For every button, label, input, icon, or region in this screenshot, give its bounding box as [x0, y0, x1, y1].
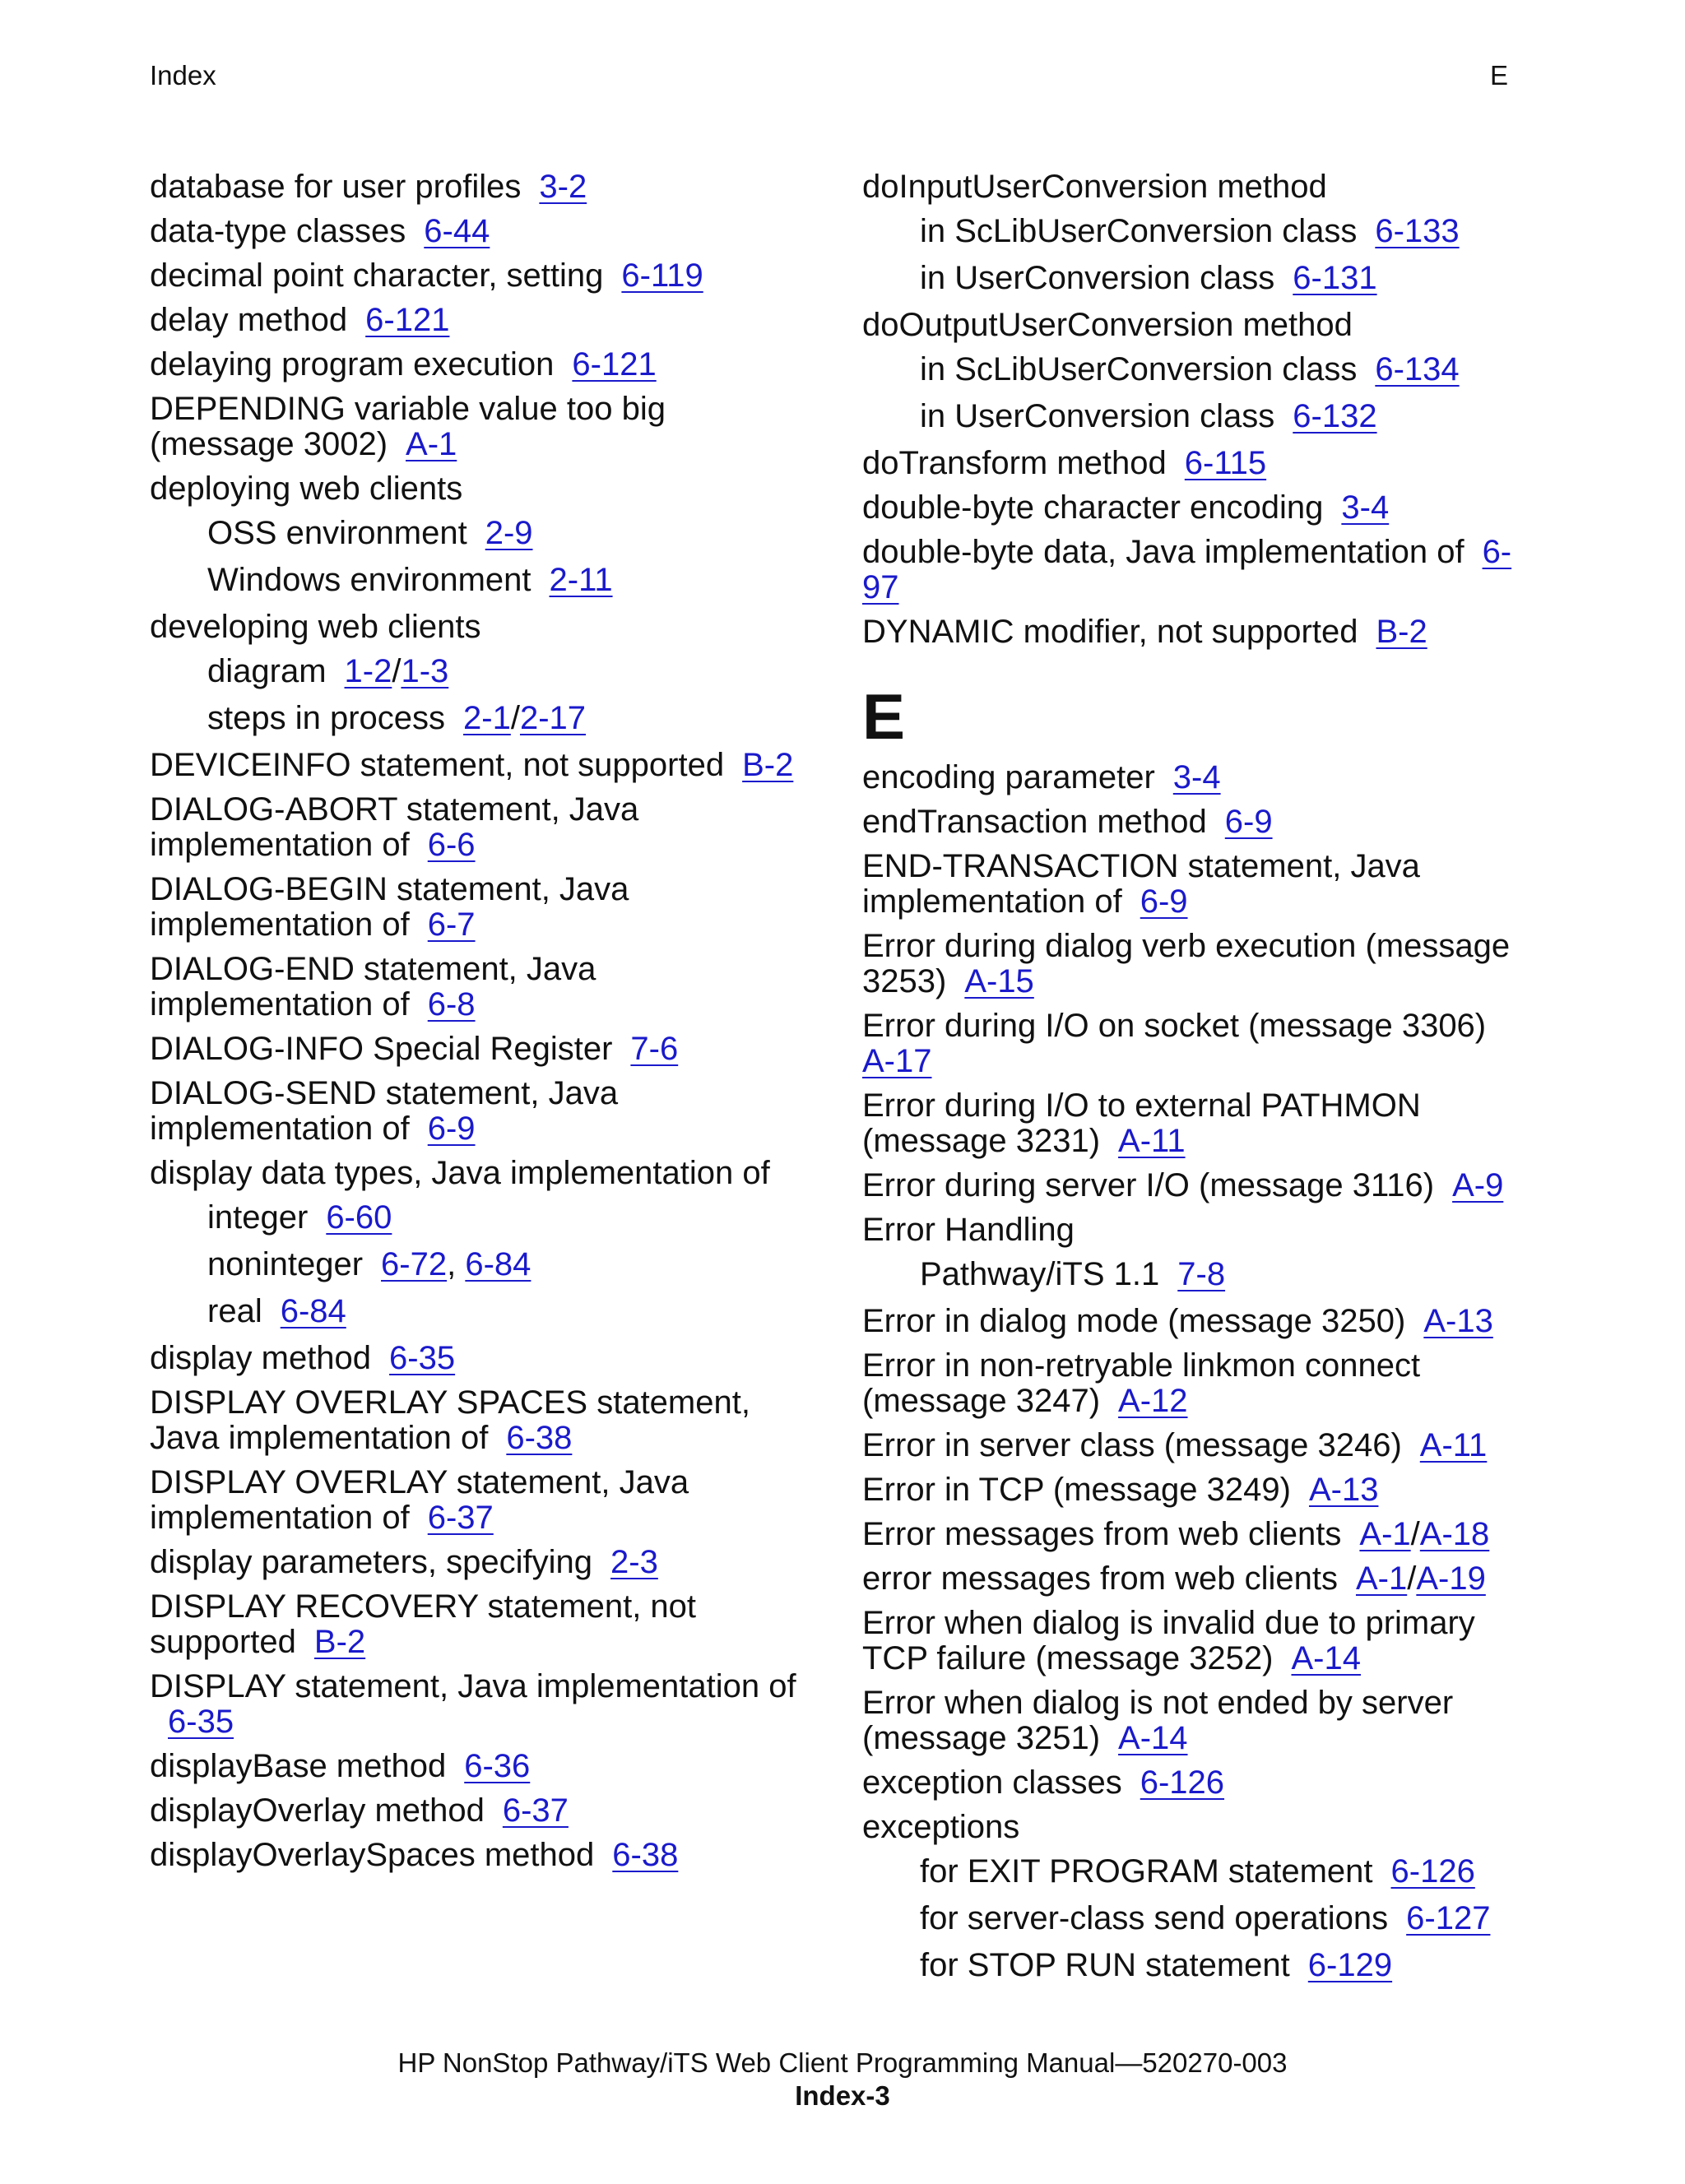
index-entry — [150, 303, 808, 338]
index-entry — [150, 347, 808, 383]
index-subentry — [150, 1247, 808, 1282]
page-reference-link[interactable]: A-17 — [862, 1043, 932, 1079]
index-term: noninteger — [207, 1246, 364, 1282]
page-reference-link[interactable]: 6-131 — [1293, 260, 1377, 296]
page-reference-link[interactable]: 7-6 — [630, 1031, 679, 1067]
index-entry — [150, 1385, 808, 1456]
page-reference-link[interactable]: 6-121 — [572, 346, 657, 383]
index-subentry — [862, 352, 1520, 387]
page-reference-link[interactable]: A-1 — [1355, 1560, 1408, 1597]
index-term: DIALOG-INFO Special Register — [150, 1031, 613, 1067]
index-term: display parameters, specifying — [150, 1544, 593, 1580]
page-reference-link[interactable]: A-13 — [1308, 1472, 1379, 1508]
page-reference-link[interactable]: 6-36 — [464, 1748, 531, 1784]
page-reference-link[interactable]: 6-7 — [427, 907, 476, 943]
page-reference-link[interactable]: A-14 — [1291, 1640, 1361, 1676]
page-reference-link[interactable]: 1-3 — [401, 653, 449, 689]
index-term: DISPLAY statement, Java implementation of — [150, 1668, 796, 1704]
index-term: DIALOG-ABORT statement, Java implementation of — [150, 791, 639, 863]
index-term: deploying web clients — [150, 471, 463, 507]
index-term: Error in dialog mode (message 3250) — [862, 1303, 1406, 1339]
index-term: Error in non-retryable linkmon connect (message 3247) — [862, 1347, 1421, 1419]
index-term: for EXIT PROGRAM statement — [920, 1853, 1373, 1890]
page-reference-link[interactable]: B-2 — [313, 1624, 366, 1660]
index-subentry — [150, 654, 808, 689]
index-term: Windows environment — [207, 562, 531, 598]
index-entry — [150, 952, 808, 1022]
page-reference-link[interactable]: A-1 — [1359, 1516, 1411, 1552]
page-reference-link[interactable]: 2-11 — [549, 562, 613, 598]
page-reference-link[interactable]: 2-17 — [519, 700, 587, 736]
page-reference-link[interactable]: 6-60 — [326, 1199, 392, 1236]
index-entry — [150, 1156, 808, 1191]
index-entry — [862, 805, 1520, 840]
page-reference-link[interactable]: 2-1 — [463, 700, 511, 736]
index-term: exception classes — [862, 1764, 1122, 1801]
index-entry — [150, 1793, 808, 1829]
index-entry — [862, 446, 1520, 481]
page-reference-link[interactable]: B-2 — [742, 747, 794, 783]
page-reference-link[interactable]: 6-126 — [1140, 1764, 1225, 1801]
page-header — [150, 59, 1508, 92]
index-term: decimal point character, setting — [150, 257, 604, 294]
index-entry — [862, 849, 1520, 920]
index-entry — [150, 1341, 808, 1376]
index-term: in ScLibUserConversion class — [920, 351, 1358, 387]
index-term: delay method — [150, 302, 348, 338]
page-reference-link[interactable]: 6-115 — [1184, 445, 1267, 481]
index-term: in ScLibUserConversion class — [920, 213, 1358, 249]
page-reference-link[interactable]: A-18 — [1419, 1516, 1490, 1552]
page-reference-link[interactable]: 1-2 — [344, 653, 392, 689]
index-entry — [150, 471, 808, 507]
index-entry — [150, 392, 808, 462]
index-list-e — [862, 760, 1520, 1983]
index-entry — [862, 1686, 1520, 1756]
index-entry — [150, 214, 808, 249]
index-subentry — [862, 1948, 1520, 1983]
index-term: Error during I/O to external PATHMON (message 3231) — [862, 1087, 1421, 1159]
page-reference-link[interactable]: A-15 — [964, 963, 1034, 999]
index-entry — [862, 760, 1520, 795]
index-subentry — [150, 516, 808, 551]
index-term: Error in TCP (message 3249) — [862, 1472, 1291, 1508]
page-reference-link[interactable]: A-14 — [1118, 1720, 1188, 1756]
index-entry — [150, 1749, 808, 1784]
index-term: double-byte character encoding — [862, 489, 1324, 526]
index-entry — [150, 1032, 808, 1067]
index-term: displayOverlay method — [150, 1792, 485, 1829]
index-entry — [862, 1348, 1520, 1419]
page-reference-link[interactable]: 2-9 — [485, 515, 533, 551]
index-entry — [862, 1168, 1520, 1203]
index-term: DEVICEINFO statement, not supported — [150, 747, 725, 783]
running-head-left: Index — [150, 60, 216, 90]
index-entry — [862, 1606, 1520, 1676]
index-entry — [862, 1765, 1520, 1801]
running-head-right: E — [1489, 60, 1508, 90]
index-entry — [150, 748, 808, 783]
index-term: encoding parameter — [862, 759, 1155, 795]
page-reference-link[interactable]: A-11 — [1419, 1427, 1488, 1463]
section-letter-heading: E — [862, 680, 906, 753]
index-term: Error during server I/O (message 3116) — [862, 1167, 1435, 1203]
index-term: for STOP RUN statement — [920, 1947, 1290, 1983]
ref-separator: / — [1407, 1560, 1417, 1597]
page-reference-link[interactable]: 6-133 — [1375, 213, 1460, 249]
index-entry — [150, 792, 808, 863]
page-reference-link[interactable]: 6-37 — [502, 1792, 569, 1829]
index-entry — [150, 1669, 808, 1740]
index-subentry — [862, 261, 1520, 296]
page-footer — [0, 2047, 1685, 2112]
page-reference-link[interactable]: 3-4 — [1341, 489, 1390, 526]
index-column-right — [862, 169, 1520, 1995]
index-subentry — [862, 1901, 1520, 1936]
page-reference-link[interactable]: B-2 — [1376, 614, 1427, 650]
index-term: Error during I/O on socket (message 3306) — [862, 1008, 1487, 1044]
page-reference-link[interactable]: A-13 — [1423, 1303, 1493, 1339]
page-reference-link[interactable]: 6-132 — [1293, 398, 1377, 434]
index-term: display data types, Java implementation of — [150, 1155, 770, 1191]
page-reference-link[interactable]: 6-35 — [389, 1340, 456, 1376]
page-reference-link[interactable]: 6-9 — [1140, 883, 1188, 920]
page-reference-link[interactable]: A-12 — [1118, 1383, 1188, 1419]
page-reference-link[interactable]: 2-3 — [610, 1544, 658, 1580]
index-term: Error when dialog is not ended by server (message 3251) — [862, 1685, 1454, 1756]
index-entry — [862, 308, 1520, 343]
page-reference-link[interactable]: 3-2 — [539, 169, 587, 205]
index-entry — [862, 1088, 1520, 1159]
index-term: doInputUserConversion method — [862, 169, 1327, 205]
page-reference-link[interactable]: 6-127 — [1406, 1900, 1491, 1936]
page-reference-link[interactable]: A-9 — [1452, 1167, 1504, 1203]
index-entry — [862, 169, 1520, 205]
index-term: displayBase method — [150, 1748, 447, 1784]
index-term: display method — [150, 1340, 372, 1376]
page-reference-link[interactable]: 6-119 — [621, 257, 703, 294]
page-reference-link[interactable]: 6-38 — [506, 1420, 573, 1456]
index-term: OSS environment — [207, 515, 467, 551]
index-entry — [150, 169, 808, 205]
page-reference-link[interactable]: 6-126 — [1390, 1853, 1475, 1890]
index-entry — [862, 535, 1520, 605]
index-term: in UserConversion class — [920, 260, 1275, 296]
page-reference-link[interactable]: 6-44 — [424, 213, 490, 249]
index-entry — [862, 1472, 1520, 1508]
page-reference-link[interactable]: A-1 — [406, 426, 457, 462]
manual-title: HP NonStop Pathway/iTS Web Client Programming Manual—520270-003 — [397, 2047, 1288, 2078]
index-column-left — [150, 169, 808, 1882]
index-term: DISPLAY RECOVERY statement, not supported — [150, 1588, 697, 1660]
index-term: data-type classes — [150, 213, 406, 249]
index-term: error messages from web clients — [862, 1560, 1338, 1597]
page-reference-link[interactable]: A-11 — [1118, 1123, 1186, 1159]
page-reference-link[interactable]: 6-97 — [862, 534, 1512, 605]
index-entry — [862, 1304, 1520, 1339]
index-subentry — [150, 1294, 808, 1329]
page-reference-link[interactable]: A-19 — [1416, 1560, 1486, 1597]
index-entry — [862, 1561, 1520, 1597]
ref-separator: / — [510, 700, 520, 736]
index-entry — [150, 258, 808, 294]
page-reference-link[interactable]: 6-9 — [427, 1111, 476, 1147]
index-term: Error in server class (message 3246) — [862, 1427, 1402, 1463]
page-reference-link[interactable]: 6-121 — [365, 302, 450, 338]
index-entry — [862, 490, 1520, 526]
index-term: DYNAMIC modifier, not supported — [862, 614, 1358, 650]
index-subentry — [862, 214, 1520, 249]
index-term: developing web clients — [150, 609, 481, 645]
index-term: Error Handling — [862, 1212, 1075, 1248]
index-subentry — [150, 563, 808, 598]
index-term: Pathway/iTS 1.1 — [920, 1256, 1160, 1292]
index-list-d-continued — [862, 169, 1520, 650]
index-entry — [862, 1810, 1520, 1845]
index-term: DISPLAY OVERLAY statement, Java implementation of — [150, 1464, 689, 1536]
page-reference-link[interactable]: 6-134 — [1375, 351, 1460, 387]
index-term: for server-class send operations — [920, 1900, 1389, 1936]
index-term: double-byte data, Java implementation of — [862, 534, 1465, 570]
index-term: integer — [207, 1199, 309, 1236]
index-term: DIALOG-SEND statement, Java implementation of — [150, 1075, 619, 1147]
index-entry — [862, 929, 1520, 999]
index-term: in UserConversion class — [920, 398, 1275, 434]
page-reference-link[interactable]: 6-84 — [465, 1246, 531, 1282]
page-reference-link[interactable]: 6-129 — [1307, 1947, 1393, 1983]
index-term: DEPENDING variable value too big (message 3002) — [150, 391, 666, 462]
page-reference-link[interactable]: 6-37 — [427, 1500, 494, 1536]
index-entry — [150, 1589, 808, 1660]
index-term: exceptions — [862, 1809, 1020, 1845]
index-term: displayOverlaySpaces method — [150, 1837, 595, 1873]
index-subentry — [862, 1257, 1520, 1292]
index-entry — [862, 1517, 1520, 1552]
index-term: endTransaction method — [862, 804, 1207, 840]
index-entry — [150, 1465, 808, 1536]
index-term: doOutputUserConversion method — [862, 307, 1353, 343]
index-entry — [150, 1545, 808, 1580]
index-term: steps in process — [207, 700, 446, 736]
index-entry — [862, 1009, 1520, 1079]
index-term: END-TRANSACTION statement, Java implementation of — [862, 848, 1420, 920]
index-term: doTransform method — [862, 445, 1167, 481]
index-entry — [150, 610, 808, 645]
index-term: Error messages from web clients — [862, 1516, 1342, 1552]
ref-separator: / — [392, 653, 402, 689]
index-subentry — [862, 1854, 1520, 1890]
index-term: real — [207, 1293, 262, 1329]
index-term: DISPLAY OVERLAY SPACES statement, Java implementation of — [150, 1384, 750, 1456]
index-term: database for user profiles — [150, 169, 522, 205]
page-reference-link[interactable]: 6-84 — [280, 1293, 346, 1329]
index-entry — [150, 1076, 808, 1147]
index-term: DIALOG-END statement, Java implementation of — [150, 951, 596, 1022]
page-reference-link[interactable]: 6-8 — [427, 986, 476, 1022]
index-subentry — [150, 701, 808, 736]
index-subentry — [862, 399, 1520, 434]
page-reference-link[interactable]: 6-72 — [381, 1246, 448, 1282]
index-term: diagram — [207, 653, 327, 689]
page-number: Index-3 — [795, 2080, 890, 2111]
page-reference-link[interactable]: 6-38 — [612, 1837, 679, 1873]
index-entry — [862, 1213, 1520, 1248]
index-entry — [862, 614, 1520, 650]
ref-separator: , — [447, 1246, 466, 1282]
page-reference-link[interactable]: 6-9 — [1224, 804, 1273, 840]
index-term: delaying program execution — [150, 346, 555, 383]
index-entry — [150, 1838, 808, 1873]
page-reference-link[interactable]: 6-35 — [168, 1704, 234, 1740]
index-entry — [150, 872, 808, 943]
page-reference-link[interactable]: 7-8 — [1177, 1256, 1226, 1292]
page-reference-link[interactable]: 3-4 — [1172, 759, 1221, 795]
ref-separator: / — [1410, 1516, 1420, 1552]
index-entry — [862, 1428, 1520, 1463]
index-subentry — [150, 1200, 808, 1236]
index-term: Error when dialog is invalid due to primary TCP failure (message 3252) — [862, 1605, 1475, 1676]
page-reference-link[interactable]: 6-6 — [427, 827, 476, 863]
index-term: DIALOG-BEGIN statement, Java implementation of — [150, 871, 629, 943]
index-term: Error during dialog verb execution (message 3253) — [862, 928, 1511, 999]
